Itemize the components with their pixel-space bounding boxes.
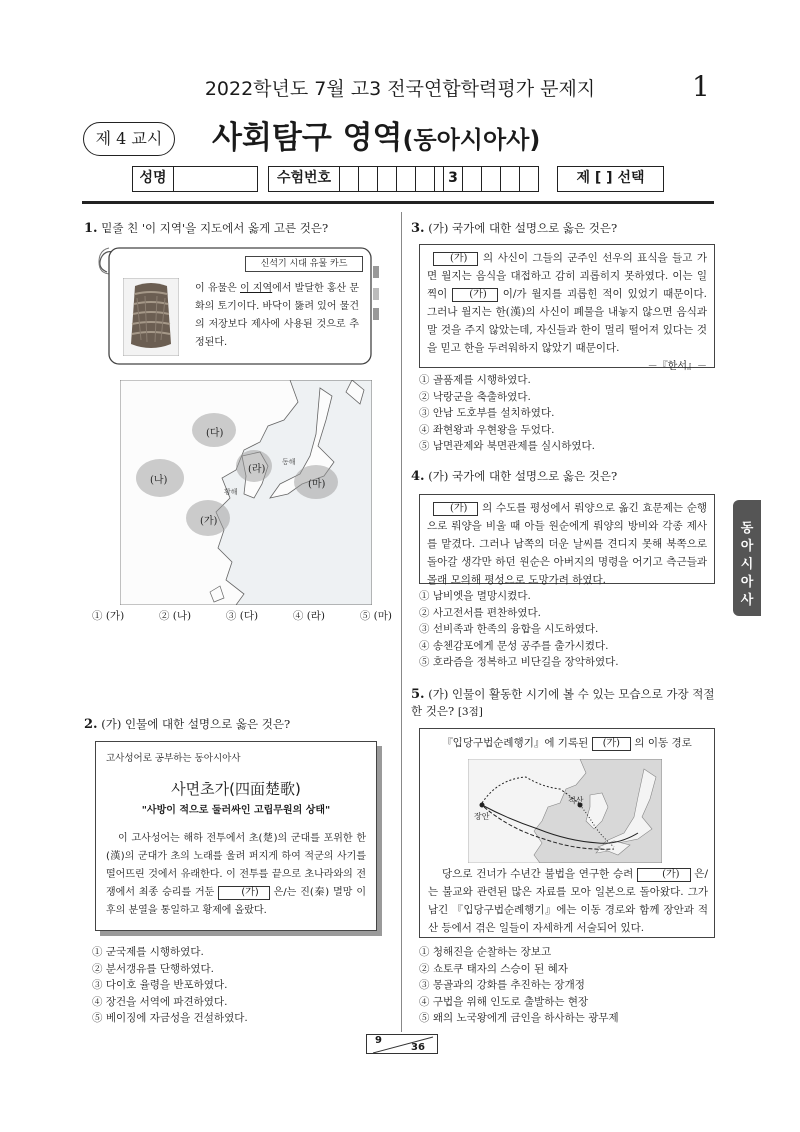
question-text: (가) 국가에 대한 설명으로 옳은 것은? [428, 469, 618, 483]
route-description [428, 865, 708, 937]
side-tab-char: 동 [740, 521, 754, 536]
question-2-choices [92, 944, 392, 1027]
exam-number-box[interactable] [519, 166, 539, 192]
passage-text [427, 249, 707, 357]
idiom-box-header: 고사성어로 공부하는 동아시아사 [106, 753, 241, 764]
route-text-part: 당으로 건너가 수년간 불법을 연구한 승려 [442, 868, 638, 880]
route-label-jeoksan: 적산 [568, 796, 584, 805]
route-text-part: 은/는 불교와 관련된 많은 자료를 모아 일본으로 돌아왔다. 그가 남긴 『입당구법순례행기』에는 이동 경로와 함께 장안과 적산 등에서 겪은 일들이 자세하게 서술되어 있다. [428, 868, 708, 934]
question-4-stem [411, 468, 721, 485]
page-counter [366, 1034, 438, 1054]
idiom-meaning: "사방이 적으로 둘러싸인 고립무원의 상태" [141, 805, 331, 816]
subject-sub: (동아시아사) [402, 126, 541, 154]
choice-3[interactable]: ③ 선비족과 한족의 융합을 시도하였다. [419, 623, 599, 635]
blank-ga: (가) [218, 886, 269, 900]
column-divider [401, 212, 402, 1032]
choice-1[interactable]: ① 군국제를 시행하였다. [92, 946, 204, 958]
question-5-choices [419, 944, 719, 1027]
blank-ga: (가) [637, 868, 690, 882]
question-number: 2. [84, 717, 98, 732]
subject-main: 사회탐구 영역 [212, 120, 403, 156]
exam-number-box[interactable] [339, 166, 359, 192]
map-label-ma: (마) [308, 479, 326, 490]
question-text: (가) 인물이 활동한 시기에 볼 수 있는 모습으로 가장 적절한 것은? [411, 687, 715, 718]
underlined-region-phrase: 이 지역 [240, 283, 273, 294]
passage-text-part: 이/가 월지를 괴롭힌 적이 있었기 때문이다. 그러나 월지는 한(漢)의 사신이 폐물을 내놓지 않으면 음식과 말 것을 주지 않았는데, 자신들과 한이 멀리 떨어져 있다는 것을 믿고 한을 두려워하지 않았기 때문이다. [427, 288, 707, 354]
choice-2[interactable]: ② 쇼토쿠 태자의 스승이 된 혜자 [419, 962, 568, 975]
choice-5[interactable]: ⑤ 베이징에 자금성을 건설하였다. [92, 1012, 248, 1024]
idiom-box [95, 741, 377, 931]
choice-3[interactable]: ③ 안남 도호부를 설치하였다. [419, 407, 555, 419]
blank-ga: (가) [592, 737, 631, 751]
question-number: 4. [411, 469, 425, 484]
question-3-passage [419, 244, 715, 372]
points-badge: [3점] [457, 706, 483, 718]
choice-4[interactable]: ④ 좌현왕과 우현왕을 두었다. [419, 423, 555, 436]
choice-2[interactable]: ② 낙랑군을 축출하였다. [419, 390, 531, 403]
exam-number-box[interactable] [462, 166, 482, 192]
route-title [428, 735, 706, 751]
choice-1[interactable]: ① 골품제를 시행하였다. [419, 374, 531, 386]
question-number: 3. [411, 221, 425, 236]
choice-5[interactable]: ⑤ 왜의 노국왕에게 금인을 하사하는 광무제 [419, 1012, 619, 1024]
question-4-choices [419, 588, 719, 671]
exam-header-title: 2022학년도 7월 고3 전국연합학력평가 문제지 [204, 78, 596, 100]
idiom-text-part: 이 고사성어는 해하 전투에서 초(楚)의 군대를 포위한 한(漢)의 군대가 초의 노래를 울려 퍼지게 하여 적군의 사기를 떨어뜨린 것에서 유래한다. 이 전투를 끝으로 초나라와의 전쟁에서 최종 승리를 거둔 [106, 833, 366, 898]
card-text-part: 이 유물은 [195, 283, 240, 294]
question-2-stem [84, 716, 394, 733]
period-badge: 제 4 교시 [83, 122, 175, 156]
sea-label-yellow: 황해 [224, 488, 238, 496]
idiom-title: 사면초가(四面楚歌) [171, 780, 301, 798]
choice-3[interactable]: ③ 다이호 율령을 반포하였다. [92, 979, 228, 991]
exam-number-box[interactable] [415, 166, 435, 192]
artifact-card [95, 240, 385, 370]
question-3-choices [419, 372, 719, 455]
passage-text-part: 의 사신이 그들의 군주인 선우의 표식을 들고 가면 월지는 음식을 대접하고 감히 괴롭히지 못하였다. 이는 일찍이 [427, 252, 707, 300]
choice-4[interactable]: ④ 구법을 위해 인도로 출발하는 현장 [419, 995, 589, 1008]
choice-3[interactable]: ③ 몽골과의 강화를 추진하는 장개정 [419, 979, 585, 991]
pottery-image [123, 278, 179, 356]
map-label-na: (나) [150, 475, 168, 486]
map-label-ga: (가) [200, 516, 218, 527]
route-map [468, 759, 662, 863]
header-divider [82, 201, 714, 204]
choice-5[interactable]: ⑤ 남면관제와 북면관제를 실시하였다. [419, 440, 595, 452]
question-3-stem [411, 220, 721, 237]
blank-ga: (가) [452, 288, 497, 302]
route-title-part: 『입당구법순례행기』에 기록된 [442, 737, 592, 749]
question-4-passage [419, 494, 715, 584]
exam-number-box[interactable] [396, 166, 416, 192]
question-text: (가) 인물에 대한 설명으로 옳은 것은? [101, 717, 291, 731]
choice-4[interactable]: ④ 송첸감포에게 문성 공주를 출가시켰다. [419, 639, 609, 652]
route-title-part: 의 이동 경로 [631, 737, 692, 749]
side-tab-char: 사 [740, 593, 754, 608]
question-number: 5. [411, 687, 425, 702]
question-number: 1. [84, 221, 98, 236]
card-title: 신석기 시대 유물 카드 [245, 256, 363, 272]
blank-ga: (가) [433, 252, 478, 266]
choice-2[interactable]: ② (나) [158, 610, 192, 622]
choice-1[interactable]: ① (가) [92, 610, 125, 622]
question-5-stem [411, 686, 721, 721]
total-pages: 36 [411, 1042, 425, 1053]
choice-4[interactable]: ④ 장건을 서역에 파견하였다. [92, 995, 228, 1008]
choice-1[interactable]: ① 남비엣을 멸망시켰다. [419, 590, 531, 602]
subject-title [212, 112, 540, 157]
exam-number-box[interactable] [500, 166, 520, 192]
side-tab-char: 아 [740, 575, 754, 590]
selection-field[interactable]: 제 [ ] 선택 [557, 166, 664, 192]
blank-ga: (가) [433, 502, 478, 516]
passage-text-part: 의 수도를 평성에서 뤄양으로 옮긴 효문제는 순행으로 뤄양을 비울 때 아들 원순에게 뤄양의 방비와 각종 제사를 맡겼다. 그러나 남쪽의 더운 날씨를 견디지 못해 북쪽으로 돌아갈 생각만 하던 원순은 아버지의 명령을 어기고 측근들과 몰래 모의해 평성으로 도망가려 하였다. [427, 502, 707, 586]
exam-number-box[interactable] [377, 166, 397, 192]
exam-info-row [0, 166, 800, 192]
choice-2[interactable]: ② 분서갱유를 단행하였다. [92, 962, 214, 975]
question-text: (가) 국가에 대한 설명으로 옳은 것은? [428, 221, 618, 235]
question-5-box [419, 728, 715, 938]
side-tab-char: 시 [740, 557, 754, 572]
current-page: 9 [375, 1035, 382, 1046]
idiom-text-part: 은/는 진(秦) 멸망 이후의 분열을 통일하고 황제에 올랐다. [106, 887, 366, 916]
route-label-changan: 장안 [474, 812, 490, 821]
choice-1[interactable]: ① 청해진을 순찰하는 장보고 [419, 946, 552, 958]
map-label-ra: (라) [248, 464, 266, 475]
passage-source: －『한서』－ [647, 361, 707, 372]
question-1-stem [84, 220, 394, 237]
passage-text [427, 499, 707, 589]
exam-number-fixed-digit: 3 [443, 166, 463, 192]
east-asia-map [120, 380, 372, 605]
exam-number-box[interactable] [358, 166, 378, 192]
choice-5[interactable]: ⑤ 호라즘을 정복하고 비단길을 장악하였다. [419, 656, 619, 668]
page-number: 1 [692, 70, 710, 103]
idiom-explanation [106, 830, 366, 920]
side-tab-char: 아 [740, 539, 754, 554]
question-text: 밑줄 친 '이 지역'을 지도에서 옳게 고른 것은? [101, 221, 329, 235]
exam-number-label: 수험번호 [268, 166, 340, 192]
exam-number-box[interactable] [481, 166, 501, 192]
name-field[interactable] [173, 166, 258, 192]
card-text-part: 에서 발달한 홍산 문화의 토기이다. 바닥이 뚫려 있어 물건의 저장보다 제사에 사용된 것으로 추정된다. [195, 283, 359, 348]
name-label: 성명 [132, 166, 174, 192]
card-text [195, 280, 359, 352]
choice-4[interactable]: ④ (라) [292, 610, 326, 622]
choice-3[interactable]: ③ (다) [225, 610, 259, 622]
choice-5[interactable]: ⑤ (마) [359, 610, 392, 622]
map-label-da: (다) [206, 428, 224, 439]
choice-2[interactable]: ② 사고전서를 편찬하였다. [419, 606, 541, 619]
subject-side-tab [733, 500, 761, 616]
sea-label-east: 동해 [282, 458, 296, 466]
question-1-choices [92, 608, 392, 625]
